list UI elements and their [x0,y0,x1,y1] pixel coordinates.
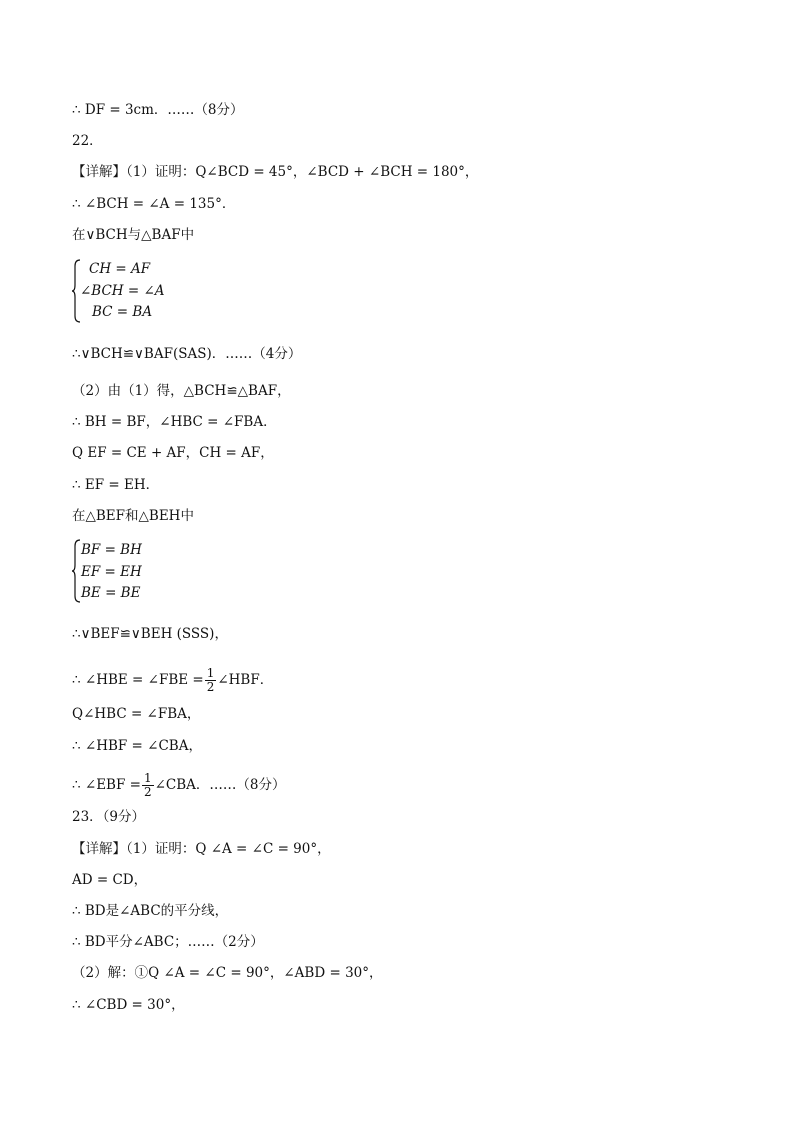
fraction-numerator: 1 [143,771,152,785]
text-line: （2）由（1）得，△BCH≌△BAF， [72,383,291,399]
system-row: BE = BE [81,585,141,601]
text-line: ∴∨BEF≌∨BEH (SSS)， [72,626,228,642]
text-line: ∴ ∠CBD = 30°， [72,997,185,1013]
text-line: AD = CD， [72,872,148,888]
fraction-denominator: 2 [143,785,152,799]
text-line: 在∨BCH与△BAF中 [72,227,195,243]
text-segment: ∴ ∠EBF = [72,777,141,793]
text-line: ∴ ∠BCH = ∠A = 135°． [72,196,236,212]
text-line [72,772,285,799]
system-row: CH = AF [89,261,151,277]
text-line: Q∠HBC = ∠FBA， [72,706,201,722]
question-number: 22． [72,133,103,149]
text-line: ∴ EF = EH． [72,477,160,493]
fraction-numerator: 1 [206,666,215,680]
system-row: BC = BA [92,304,153,320]
text-line: ∴ BD是∠ABC的平分线， [72,903,229,919]
system-row: BF = BH [81,542,142,558]
text-line: 【详解】（1）证明：Q∠BCD = 45°，∠BCD + ∠BCH = 180°， [72,164,479,180]
question-number: 23．（9分） [72,809,146,825]
equation-system [72,258,192,324]
fraction [205,667,217,694]
text-segment: ∠CBA．……（8分） [154,777,286,793]
text-segment: ∠HBF． [217,672,274,688]
text-line: 在△BEF和△BEH中 [72,508,194,524]
text-line: ∴ DF = 3cm．……（8分） [72,102,244,118]
fraction [142,772,154,799]
text-line: （2）解：①Q ∠A = ∠C = 90°，∠ABD = 30°， [72,965,383,981]
equation-system [72,538,192,604]
fraction-denominator: 2 [206,680,215,694]
text-line: ∴ BD平分∠ABC；……（2分） [72,934,264,950]
text-segment: ∴ ∠HBE = ∠FBE = [72,672,204,688]
text-line: 【详解】（1）证明：Q ∠A = ∠C = 90°， [72,841,331,857]
text-line: ∴∨BCH≌∨BAF(SAS)．……（4分） [72,346,302,362]
text-line: ∴ ∠HBF = ∠CBA， [72,738,202,754]
system-row: EF = EH [81,564,142,580]
text-line [72,667,273,694]
text-line: ∴ BH = BF，∠HBC = ∠FBA． [72,414,277,430]
system-row: ∠BCH = ∠A [80,283,165,299]
text-line: Q EF = CE + AF，CH = AF， [72,445,274,461]
